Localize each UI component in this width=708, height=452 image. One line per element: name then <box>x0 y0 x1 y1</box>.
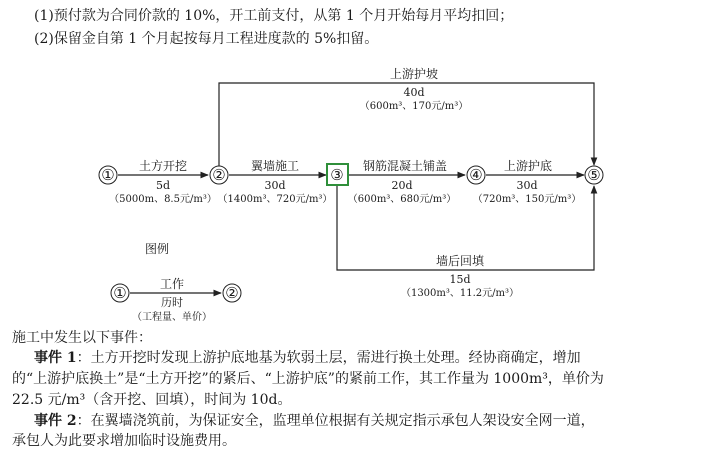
legend-time-label: 历时 <box>161 296 183 309</box>
activity-4-5-detail: （720m³、150元/m³） <box>472 194 582 205</box>
svg-text:⑤: ⑤ <box>587 166 601 184</box>
event-1-line-1 <box>34 348 581 368</box>
svg-text:②: ② <box>212 166 226 184</box>
node-2 <box>210 166 228 184</box>
events-intro: 施工中发生以下事件： <box>12 330 152 346</box>
legend-work-label: 工作 <box>159 277 185 291</box>
event-2-label: 事件 2 <box>34 413 77 429</box>
activity-1-2-detail: （5000m、8.5元/m³） <box>109 194 217 205</box>
legend-node-from <box>111 284 129 302</box>
activity-4-5-name: 上游护底 <box>503 159 553 173</box>
activity-2-5-duration: 40d <box>403 86 425 99</box>
payment-term-2: (2)保留金自第 1 个月起按每月工程进度款的 5%扣留。 <box>34 31 379 47</box>
activity-3-5-detail: （1300m³、11.2元/m³） <box>400 288 520 299</box>
event-2-line-1 <box>34 411 595 431</box>
svg-text:①: ① <box>101 166 115 184</box>
activity-3-5-name: 墙后回填 <box>435 254 485 268</box>
event-1-text-1: ：土方开挖时发现上游护底地基为软弱土层，需进行换土处理。经协商确定，增加 <box>76 350 581 366</box>
node-4 <box>467 166 485 184</box>
svg-text:①: ① <box>113 284 127 302</box>
svg-text:②: ② <box>225 284 239 302</box>
svg-text:③: ③ <box>330 166 344 184</box>
activity-4-5-duration: 30d <box>516 179 538 192</box>
legend-title: 图例 <box>144 242 170 256</box>
activity-3-5-duration: 15d <box>449 273 471 286</box>
event-2-line-2: 承包人为此要求增加临时设施费用。 <box>12 433 236 449</box>
event-2-text-1: ：在翼墙浇筑前，为保证安全，监理单位根据有关规定指示承包人架设安全网一道， <box>76 413 595 429</box>
activity-3-4-duration: 20d <box>391 179 413 192</box>
node-5 <box>585 166 603 184</box>
event-1-line-3: 22.5 元/m³（含开挖、回填），时间为 10d。 <box>12 392 292 408</box>
activity-2-3-name: 翼墙施工 <box>250 159 300 173</box>
event-1-line-2: 的“上游护底换土”是“土方开挖”的紧后、“上游护底”的紧前工作，其工作量为 1000m³，单价为 <box>12 371 604 387</box>
legend-node-to <box>223 284 241 302</box>
activity-2-3-detail: （1400m³、720元/m³） <box>217 194 333 205</box>
activity-3-4-name: 钢筋混凝土铺盖 <box>362 159 448 173</box>
activity-1-2-duration: 5d <box>155 179 171 192</box>
svg-text:④: ④ <box>469 166 483 184</box>
activity-2-5-detail: （600m³、170元/m³） <box>359 101 469 112</box>
event-1-label: 事件 1 <box>34 350 77 366</box>
payment-term-1: (1)预付款为合同价款的 10%，开工前支付，从第 1 个月开始每月平均扣回； <box>34 8 514 24</box>
legend-qty-label: （工程量、单价） <box>132 312 212 323</box>
activity-2-5-name: 上游护坡 <box>389 67 439 81</box>
activity-3-4-detail: （600m³、680元/m³） <box>347 194 457 205</box>
node-1 <box>99 166 117 184</box>
node-3 <box>327 164 348 185</box>
activity-1-2-name: 土方开挖 <box>138 159 188 173</box>
activity-2-3-duration: 30d <box>264 179 286 192</box>
